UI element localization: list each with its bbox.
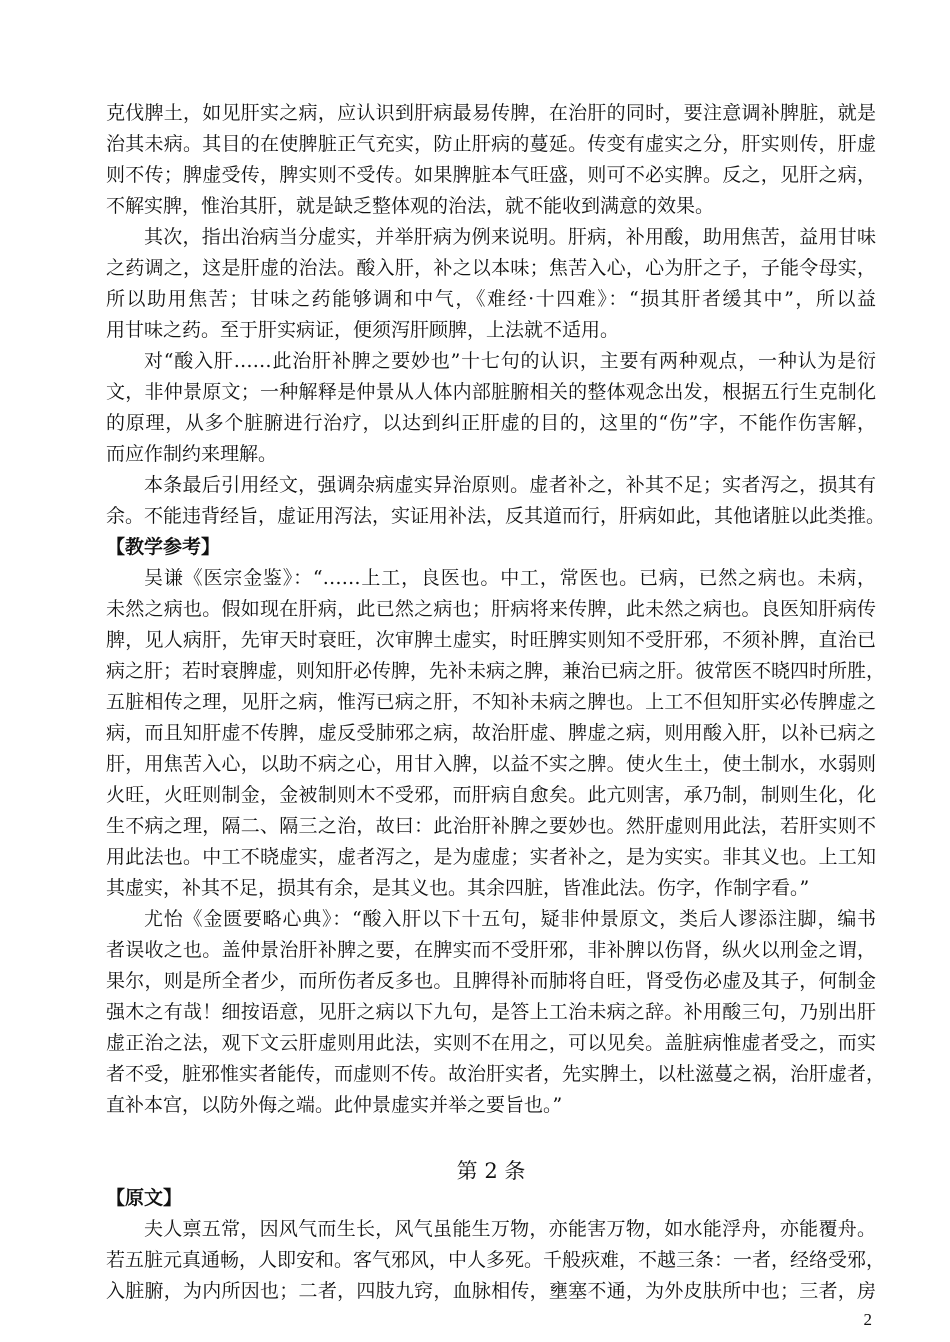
text-line: 火旺，火旺则制金，金被制则木不受邪，而肝病自愈矣。此亢则害，承乃制，制则生化，化 — [106, 784, 876, 806]
text-line: 病，而且知肝虚不传脾，虚反受肺邪之病，故治肝虚、脾虚之病，则用酸入肝，以补已病之 — [106, 722, 876, 744]
text-line: 若五脏元真通畅，人即安和。客气邪风，中人多死。千般疢难，不越三条：一者，经络受邪， — [106, 1249, 886, 1271]
text-line: 则不传；脾虚受传，脾实则不受传。如果脾脏本气旺盛，则可不必实脾。反之，见肝之病， — [106, 164, 876, 186]
section-heading-teaching-reference: 【教学参考】 — [106, 536, 221, 558]
text-line: 未然之病也。假如现在肝病，此已然之病也；肝病将来传脾，此未然之病也。良医知肝病传 — [106, 598, 876, 620]
text-line: 果尔，则是所全者少，而所伤者反多也。且脾得补而肺将自旺，肾受伤必虚及其子，何制金 — [106, 970, 876, 992]
text-line: 者不受，脏邪惟实者能传，而虚则不传。故治肝实者，先实脾土，以杜滋蔓之祸，治肝虚者， — [106, 1063, 886, 1085]
text-line: 克伐脾土，如见肝实之病，应认识到肝病最易传脾，在治肝的同时，要注意调补脾脏，就是 — [106, 102, 876, 124]
text-line: 吴谦《医宗金鉴》：“……上工，良医也。中工，常医也。已病，已然之病也。未病， — [144, 567, 876, 589]
text-line: 不解实脾，惟治其肝，就是缺乏整体观的治法，就不能收到满意的效果。 — [106, 195, 715, 217]
text-line: 直补本宫，以防外侮之端。此仲景虚实并举之要旨也。” — [106, 1094, 563, 1116]
text-line: 的原理，从多个脏腑进行治疗，以达到纠正肝虚的目的，这里的“伤”字，不能作伤害解， — [106, 412, 876, 434]
text-line: 其次，指出治病当分虚实，并举肝病为例来说明。肝病，补用酸，助用焦苦，益用甘味 — [144, 226, 876, 248]
paragraph-two-views — [106, 346, 876, 470]
paragraph-deficiency-excess — [106, 222, 876, 346]
text-line: 夫人禀五常，因风气而生长，风气虽能生万物，亦能害万物，如水能浮舟，亦能覆舟。 — [144, 1218, 876, 1240]
text-line: 之药调之，这是肝虚的治法。酸入肝，补之以本味；焦苦入心，心为肝之子，子能令母实， — [106, 257, 876, 279]
text-line: 余。不能违背经旨，虚证用泻法，实证用补法，反其道而行，肝病如此，其他诸脏以此类推。 — [106, 505, 886, 527]
text-line: 用甘味之药。至于肝实病证，便须泻肝顾脾，上法就不适用。 — [106, 319, 620, 341]
text-line: 对“酸入肝……此治肝补脾之要妙也”十七句的认识，主要有两种观点，一种认为是衍 — [144, 350, 876, 372]
text-line: 尤怡《金匮要略心典》：“酸入肝以下十五句，疑非仲景原文，类后人谬添注脚，编书 — [144, 908, 876, 930]
text-line: 而应作制约来理解。 — [106, 443, 278, 465]
text-line: 虚正治之法，观下文云肝虚则用此法，实则不在用之，可以见矣。盖脏病惟虚者受之，而实 — [106, 1032, 876, 1054]
text-line: 用此法也。中工不晓虚实，虚者泻之，是为虚虚；实者补之，是为实实。非其义也。上工知 — [106, 846, 876, 868]
text-line: 文，非仲景原文；一种解释是仲景从人体内部脏腑相关的整体观念出发，根据五行生克制化 — [106, 381, 876, 403]
paragraph-quote-you-yi — [106, 904, 886, 1121]
text-line: 病之肝；若时衰脾虚，则知肝必传脾，先补未病之脾，兼治已病之肝。彼常医不晓四时所胜， — [106, 660, 886, 682]
text-line: 本条最后引用经文，强调杂病虚实异治原则。虚者补之，补其不足；实者泻之，损其有 — [144, 474, 876, 496]
text-line: 强木之有哉！细按语意，见肝之病以下九句，是答上工治未病之辞。补用酸三句，乃别出肝 — [106, 1001, 876, 1023]
text-line: 肝，用焦苦入心，以助不病之心，用甘入脾，以益不实之脾。使火生土，使土制水，水弱则 — [106, 753, 876, 775]
section-heading-original-text: 【原文】 — [106, 1187, 183, 1209]
document-page — [106, 98, 886, 1307]
text-line: 治其未病。其目的在使脾脏正气充实，防止肝病的蔓延。传变有虚实之分，肝实则传，肝虚 — [106, 133, 876, 155]
text-line: 五脏相传之理，见肝之病，惟泻已病之肝，不知补未病之脾也。上工不但知肝实必传脾虚之 — [106, 691, 876, 713]
page-number: 2 — [863, 1310, 872, 1329]
paragraph-principle — [106, 470, 886, 532]
text-line: 脾，见人病肝，先审天时衰旺，次审脾土虚实，时旺脾实则知不受肝邪，不须补脾，直治已 — [106, 629, 876, 651]
text-line: 其虚实，补其不足，损其有余，是其义也。其余四脏，皆准此法。伤字，作制字看。” — [106, 877, 810, 899]
text-line: 者误收之也。盖仲景治肝补脾之要，在脾实而不受肝邪，非补脾以伤肾，纵火以刑金之谓， — [106, 939, 876, 961]
paragraph-continuation — [106, 98, 876, 222]
text-line: 入脏腑，为内所因也；二者，四肢九窍，血脉相传，壅塞不通，为外皮肤所中也；三者，房 — [106, 1280, 876, 1302]
text-line: 所以助用焦苦；甘味之药能够调和中气，《难经·十四难》：“损其肝者缓其中”，所以益 — [106, 288, 876, 310]
section-title: 第 2 条 — [456, 1159, 526, 1183]
paragraph-quote-wu-qian — [106, 563, 886, 904]
paragraph-original-text — [106, 1214, 886, 1307]
text-line: 生不病之理，隔二、隔三之治，故曰：此治肝补脾之要妙也。然肝虚则用此法，若肝实则不 — [106, 815, 876, 837]
